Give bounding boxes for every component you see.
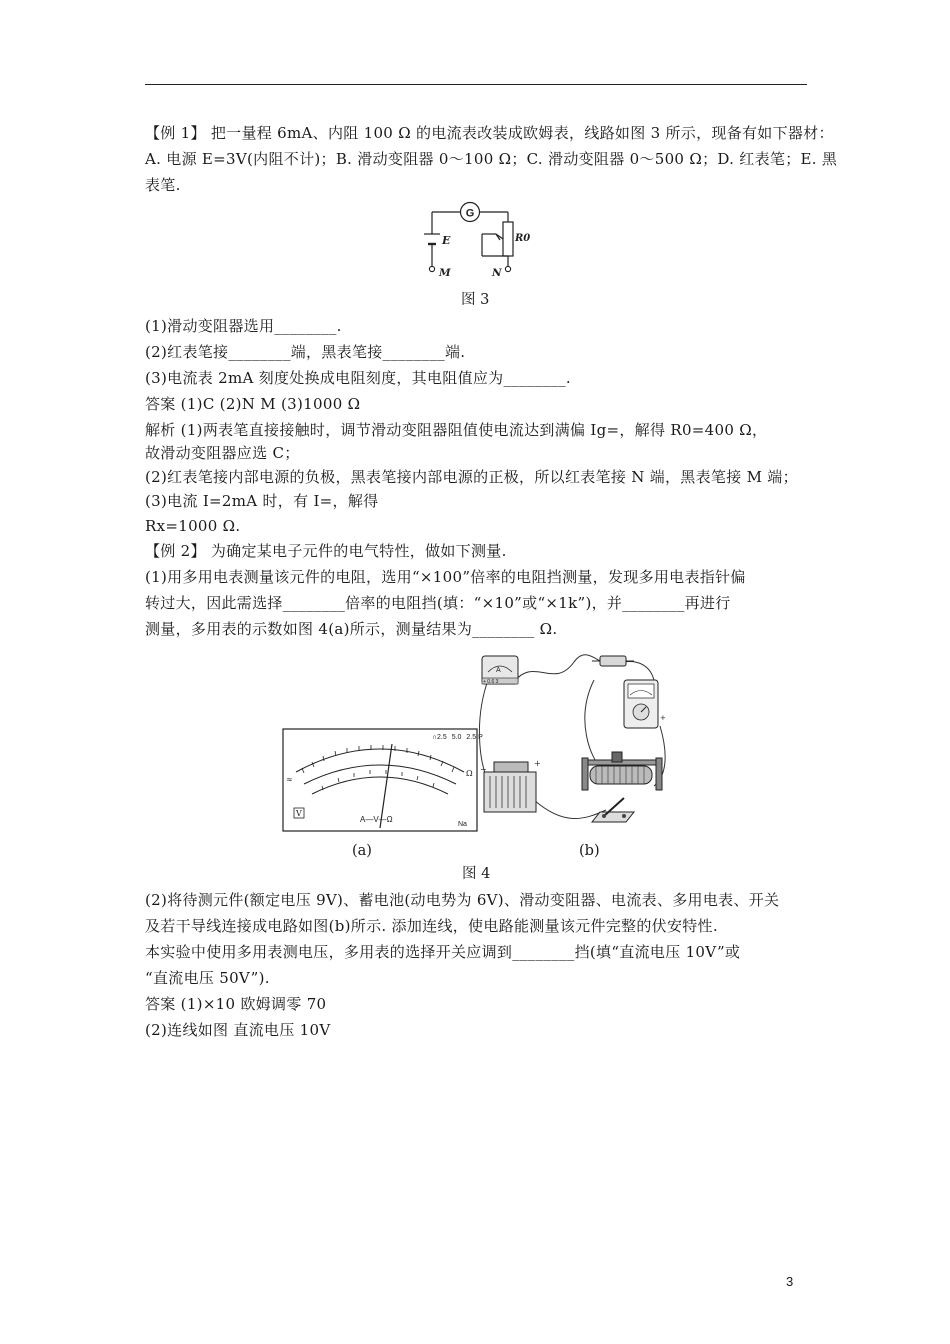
terminal-m (429, 266, 434, 271)
switch-device (592, 798, 634, 822)
terminal-n (505, 266, 510, 271)
ammeter-letter: A (496, 667, 501, 674)
figure-3-circuit (410, 196, 540, 288)
example2-q2-line4: “直流电压 50V”). (145, 969, 270, 987)
example2-q1-line3: 测量，多用表的示数如图 4(a)所示，测量结果为________ Ω. (145, 620, 558, 638)
figure-4b-label: (b) (579, 843, 600, 859)
figure-4a-label: (a) (352, 843, 372, 859)
terminal-m-label: M (439, 267, 451, 279)
analysis-1-line4: (3)电流 I=2mA 时，有 I=，解得 (145, 492, 379, 510)
dial-corner-label: Na (458, 821, 467, 828)
dial-v-label: V (296, 809, 302, 818)
dial-bottom-label: A—V—Ω (360, 815, 393, 824)
example2-q2-line1: (2)将待测元件(额定电压 9V)、蓄电池(动电势为 6V)、滑动变阻器、电流表、多用电表、开关 (145, 891, 780, 909)
header-rule (145, 84, 807, 85)
ammeter-range: + 0.6 3 (483, 679, 499, 685)
example1-line1: 【例 1】 把一量程 6mA、内阻 100 Ω 的电流表改装成欧姆表，线路如图 3 所示，现备有如下器材： (145, 124, 834, 142)
dial-top-label-2: 5.0 (451, 734, 462, 741)
dial-top-label-1: ∩2.5 (432, 734, 447, 741)
figure-3-caption: 图 3 (461, 292, 490, 308)
example1-line2: A. 电源 E=3V(内阻不计)；B. 滑动变阻器 0～100 Ω；C. 滑动变阻器 0～500 Ω；D. 红表笔；E. 黑 (145, 150, 838, 168)
dial-ohm-label: Ω (466, 769, 473, 778)
answer-1: 答案 (1)C (2)N M (3)1000 Ω (145, 395, 361, 413)
figure-4-caption: 图 4 (462, 866, 491, 882)
battery-minus: − (480, 765, 487, 774)
battery-plus: + (534, 759, 541, 768)
answer-2-line2: (2)连线如图 直流电压 10V (145, 1021, 331, 1039)
source-label: E (442, 234, 451, 247)
example2-q1-line2: 转过大，因此需选择________倍率的电阻挡(填：“×10”或“×1k”)，并________再进行 (145, 594, 731, 612)
example2-q1-line1: (1)用多用电表测量该元件的电阻，选用“×100”倍率的电阻挡测量，发现多用电表指针偏 (145, 568, 746, 586)
q1-1: (1)滑动变阻器选用________. (145, 317, 342, 335)
analysis-1-line1: 解析 (1)两表笔直接接触时，调节滑动变阻器阻值使电流达到满偏 Ig=，解得 R0=400 Ω， (145, 421, 768, 439)
rheostat-label: R0 (515, 233, 531, 244)
dial-wave-label: ≈ (286, 775, 293, 784)
analysis-1-line3: (2)红表笔接内部电源的负极，黑表笔接内部电源的正极，所以红表笔接 N 端，黑表笔接 M 端； (145, 468, 798, 486)
example2-q2-line2: 及若干导线连接成电路如图(b)所示. 添加连线，使电路能测量该元件完整的伏安特性. (145, 917, 718, 935)
terminal-n-label: N (492, 267, 502, 279)
multimeter-plus: + (660, 714, 666, 722)
figure-4b-apparatus (474, 650, 674, 836)
q1-2: (2)红表笔接________端，黑表笔接________端. (145, 343, 466, 361)
test-component (592, 656, 634, 666)
example2-title: 【例 2】 为确定某电子元件的电气特性，做如下测量. (145, 542, 507, 560)
q1-3: (3)电流表 2mA 刻度处换成电阻刻度，其电阻值应为________. (145, 369, 571, 387)
analysis-1-line5: Rx=1000 Ω. (145, 517, 241, 535)
answer-2-line1: 答案 (1)×10 欧姆调零 70 (145, 995, 327, 1013)
analysis-1-line2: 故滑动变阻器应选 C； (145, 444, 300, 462)
multimeter-device (624, 680, 658, 728)
figure-4a-meter-dial (282, 728, 483, 832)
battery-device (484, 762, 536, 812)
example1-line3: 表笔. (145, 176, 181, 194)
galvanometer-label: G (465, 207, 475, 220)
example2-q2-line3: 本实验中使用多用表测电压，多用表的选择开关应调到________挡(填“直流电压 10V”或 (145, 943, 741, 961)
page-number: 3 (786, 1274, 794, 1289)
dial-top-label-3: 2.5 P (466, 734, 483, 741)
